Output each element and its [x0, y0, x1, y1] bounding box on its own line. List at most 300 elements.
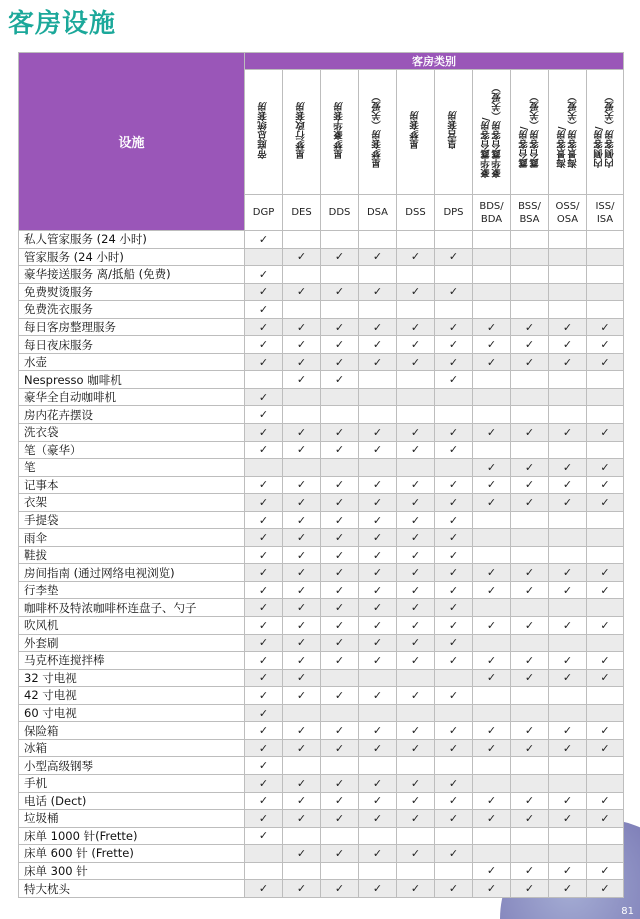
- check-mark-cell: ✓: [283, 529, 321, 547]
- check-mark-cell: ✓: [549, 353, 587, 371]
- check-mark-cell: ✓: [283, 371, 321, 389]
- empty-cell: [587, 388, 624, 406]
- check-mark-cell: ✓: [397, 722, 435, 740]
- check-mark-cell: ✓: [245, 511, 283, 529]
- empty-cell: [473, 757, 511, 775]
- check-mark-cell: ✓: [245, 406, 283, 424]
- check-mark-cell: ✓: [245, 669, 283, 687]
- empty-cell: [511, 371, 549, 389]
- facility-label: 保险箱: [19, 722, 245, 740]
- check-mark-cell: ✓: [511, 424, 549, 442]
- check-mark-cell: ✓: [435, 546, 473, 564]
- check-mark-cell: ✓: [587, 792, 624, 810]
- check-mark-cell: ✓: [245, 318, 283, 336]
- empty-cell: [549, 599, 587, 617]
- empty-cell: [511, 231, 549, 249]
- facility-label: 笔（豪华）: [19, 441, 245, 459]
- check-mark-cell: ✓: [587, 564, 624, 582]
- check-mark-cell: ✓: [283, 318, 321, 336]
- table-row: [19, 652, 624, 670]
- table-row: [19, 459, 624, 477]
- empty-cell: [511, 546, 549, 564]
- empty-cell: [549, 845, 587, 863]
- facility-label: 手提袋: [19, 511, 245, 529]
- check-mark-cell: ✓: [321, 880, 359, 898]
- check-mark-cell: ✓: [473, 722, 511, 740]
- empty-cell: [587, 827, 624, 845]
- facility-label: 32 寸电视: [19, 669, 245, 687]
- check-mark-cell: ✓: [245, 617, 283, 635]
- check-mark-cell: ✓: [245, 424, 283, 442]
- check-mark-cell: ✓: [321, 652, 359, 670]
- check-mark-cell: ✓: [397, 845, 435, 863]
- check-mark-cell: ✓: [549, 617, 587, 635]
- check-mark-cell: ✓: [397, 634, 435, 652]
- empty-cell: [549, 301, 587, 319]
- table-row: [19, 845, 624, 863]
- facility-label: 床单 300 针: [19, 862, 245, 880]
- empty-cell: [549, 546, 587, 564]
- check-mark-cell: ✓: [397, 248, 435, 266]
- check-mark-cell: ✓: [359, 652, 397, 670]
- room-type-name-cell: [321, 70, 359, 195]
- empty-cell: [511, 687, 549, 705]
- check-mark-cell: ✓: [359, 564, 397, 582]
- room-type-name: 皇宫套房: [448, 111, 459, 149]
- check-mark-cell: ✓: [321, 248, 359, 266]
- check-mark-cell: ✓: [245, 792, 283, 810]
- check-mark-cell: ✓: [473, 669, 511, 687]
- check-mark-cell: ✓: [587, 353, 624, 371]
- empty-cell: [511, 441, 549, 459]
- empty-cell: [587, 529, 624, 547]
- empty-cell: [473, 406, 511, 424]
- check-mark-cell: ✓: [473, 318, 511, 336]
- check-mark-cell: ✓: [359, 476, 397, 494]
- room-type-name-cell: [359, 70, 397, 195]
- empty-cell: [321, 231, 359, 249]
- room-type-name: 海景客房/ 海景客房（关爱）: [556, 92, 579, 168]
- check-mark-cell: ✓: [321, 599, 359, 617]
- check-mark-cell: ✓: [245, 599, 283, 617]
- check-mark-cell: ✓: [359, 336, 397, 354]
- empty-cell: [397, 266, 435, 284]
- room-type-name: 内侧客房/ 内侧客房（关爱）: [594, 92, 616, 168]
- table-row: [19, 827, 624, 845]
- empty-cell: [511, 248, 549, 266]
- check-mark-cell: ✓: [473, 617, 511, 635]
- check-mark-cell: ✓: [359, 739, 397, 757]
- check-mark-cell: ✓: [245, 494, 283, 512]
- check-mark-cell: ✓: [283, 511, 321, 529]
- check-mark-cell: ✓: [511, 652, 549, 670]
- table-row: [19, 669, 624, 687]
- check-mark-cell: ✓: [549, 722, 587, 740]
- check-mark-cell: ✓: [549, 459, 587, 477]
- check-mark-cell: ✓: [473, 353, 511, 371]
- facility-label: 私人管家服务 (24 小时): [19, 231, 245, 249]
- check-mark-cell: ✓: [245, 283, 283, 301]
- check-mark-cell: ✓: [321, 617, 359, 635]
- check-mark-cell: ✓: [283, 441, 321, 459]
- empty-cell: [549, 388, 587, 406]
- page-title: 客房设施: [8, 9, 117, 39]
- check-mark-cell: ✓: [245, 880, 283, 898]
- check-mark-cell: ✓: [397, 581, 435, 599]
- table-row: [19, 687, 624, 705]
- check-mark-cell: ✓: [397, 617, 435, 635]
- facility-label: 垃圾桶: [19, 810, 245, 828]
- check-mark-cell: ✓: [435, 810, 473, 828]
- empty-cell: [397, 231, 435, 249]
- room-type-name: 星梦行政套房: [296, 101, 307, 159]
- facility-label: 每日夜床服务: [19, 336, 245, 354]
- check-mark-cell: ✓: [283, 652, 321, 670]
- check-mark-cell: ✓: [435, 599, 473, 617]
- empty-cell: [397, 862, 435, 880]
- facility-label: 记事本: [19, 476, 245, 494]
- check-mark-cell: ✓: [321, 810, 359, 828]
- room-type-name: 星梦豪华套房: [334, 101, 345, 159]
- empty-cell: [549, 248, 587, 266]
- check-mark-cell: ✓: [359, 845, 397, 863]
- check-mark-cell: ✓: [473, 739, 511, 757]
- check-mark-cell: ✓: [397, 318, 435, 336]
- room-type-name-cell: [549, 70, 587, 195]
- empty-cell: [435, 231, 473, 249]
- check-mark-cell: ✓: [511, 336, 549, 354]
- empty-cell: [397, 669, 435, 687]
- check-mark-cell: ✓: [473, 862, 511, 880]
- empty-cell: [435, 862, 473, 880]
- check-mark-cell: ✓: [511, 494, 549, 512]
- check-mark-cell: ✓: [435, 353, 473, 371]
- check-mark-cell: ✓: [283, 810, 321, 828]
- empty-cell: [511, 283, 549, 301]
- check-mark-cell: ✓: [283, 424, 321, 442]
- check-mark-cell: ✓: [283, 336, 321, 354]
- check-mark-cell: ✓: [587, 424, 624, 442]
- check-mark-cell: ✓: [473, 792, 511, 810]
- check-mark-cell: ✓: [435, 634, 473, 652]
- check-mark-cell: ✓: [473, 564, 511, 582]
- check-mark-cell: ✓: [245, 757, 283, 775]
- empty-cell: [587, 406, 624, 424]
- check-mark-cell: ✓: [549, 581, 587, 599]
- check-mark-cell: ✓: [321, 511, 359, 529]
- check-mark-cell: ✓: [397, 494, 435, 512]
- check-mark-cell: ✓: [359, 634, 397, 652]
- check-mark-cell: ✓: [435, 581, 473, 599]
- empty-cell: [321, 669, 359, 687]
- check-mark-cell: ✓: [283, 283, 321, 301]
- empty-cell: [359, 459, 397, 477]
- check-mark-cell: ✓: [283, 617, 321, 635]
- empty-cell: [473, 511, 511, 529]
- check-mark-cell: ✓: [549, 810, 587, 828]
- empty-cell: [549, 441, 587, 459]
- check-mark-cell: ✓: [283, 599, 321, 617]
- check-mark-cell: ✓: [321, 634, 359, 652]
- check-mark-cell: ✓: [473, 581, 511, 599]
- table-row: [19, 353, 624, 371]
- empty-cell: [359, 388, 397, 406]
- check-mark-cell: ✓: [283, 634, 321, 652]
- check-mark-cell: ✓: [397, 652, 435, 670]
- empty-cell: [549, 634, 587, 652]
- table-row: [19, 476, 624, 494]
- room-type-code: BDS/ BDA: [473, 195, 511, 231]
- check-mark-cell: ✓: [549, 652, 587, 670]
- check-mark-cell: ✓: [511, 792, 549, 810]
- empty-cell: [473, 827, 511, 845]
- table-row: [19, 318, 624, 336]
- check-mark-cell: ✓: [283, 494, 321, 512]
- check-mark-cell: ✓: [435, 617, 473, 635]
- check-mark-cell: ✓: [587, 880, 624, 898]
- facility-header: 设施: [19, 53, 245, 231]
- check-mark-cell: ✓: [511, 810, 549, 828]
- check-mark-cell: ✓: [397, 546, 435, 564]
- check-mark-cell: ✓: [511, 459, 549, 477]
- facility-label: 免费洗衣服务: [19, 301, 245, 319]
- check-mark-cell: ✓: [397, 599, 435, 617]
- check-mark-cell: ✓: [283, 353, 321, 371]
- check-mark-cell: ✓: [321, 283, 359, 301]
- check-mark-cell: ✓: [587, 669, 624, 687]
- table-row: [19, 424, 624, 442]
- check-mark-cell: ✓: [245, 388, 283, 406]
- check-mark-cell: ✓: [549, 880, 587, 898]
- check-mark-cell: ✓: [321, 687, 359, 705]
- check-mark-cell: ✓: [587, 617, 624, 635]
- table-row: [19, 371, 624, 389]
- empty-cell: [435, 704, 473, 722]
- check-mark-cell: ✓: [245, 231, 283, 249]
- table-row: [19, 564, 624, 582]
- table-row: [19, 704, 624, 722]
- table-row: [19, 336, 624, 354]
- empty-cell: [321, 827, 359, 845]
- check-mark-cell: ✓: [245, 353, 283, 371]
- check-mark-cell: ✓: [397, 564, 435, 582]
- empty-cell: [473, 388, 511, 406]
- check-mark-cell: ✓: [473, 476, 511, 494]
- empty-cell: [587, 301, 624, 319]
- room-type-name-cell: [473, 70, 511, 195]
- empty-cell: [549, 757, 587, 775]
- empty-cell: [397, 459, 435, 477]
- facilities-table-body: [19, 231, 624, 898]
- check-mark-cell: ✓: [359, 546, 397, 564]
- empty-cell: [473, 546, 511, 564]
- check-mark-cell: ✓: [435, 529, 473, 547]
- facility-label: 吹风机: [19, 617, 245, 635]
- facility-label: 特大枕头: [19, 880, 245, 898]
- empty-cell: [511, 529, 549, 547]
- empty-cell: [397, 704, 435, 722]
- empty-cell: [587, 757, 624, 775]
- empty-cell: [321, 301, 359, 319]
- empty-cell: [549, 687, 587, 705]
- check-mark-cell: ✓: [397, 529, 435, 547]
- empty-cell: [587, 371, 624, 389]
- check-mark-cell: ✓: [473, 494, 511, 512]
- table-row: [19, 283, 624, 301]
- empty-cell: [511, 388, 549, 406]
- check-mark-cell: ✓: [473, 810, 511, 828]
- facility-label: 衣架: [19, 494, 245, 512]
- facility-label: 小型高级钢琴: [19, 757, 245, 775]
- check-mark-cell: ✓: [321, 564, 359, 582]
- check-mark-cell: ✓: [473, 424, 511, 442]
- check-mark-cell: ✓: [549, 424, 587, 442]
- check-mark-cell: ✓: [321, 476, 359, 494]
- check-mark-cell: ✓: [397, 353, 435, 371]
- facility-label: 手机: [19, 774, 245, 792]
- check-mark-cell: ✓: [549, 336, 587, 354]
- empty-cell: [359, 371, 397, 389]
- check-mark-cell: ✓: [283, 722, 321, 740]
- check-mark-cell: ✓: [321, 371, 359, 389]
- check-mark-cell: ✓: [435, 371, 473, 389]
- check-mark-cell: ✓: [359, 581, 397, 599]
- empty-cell: [283, 757, 321, 775]
- check-mark-cell: ✓: [587, 336, 624, 354]
- check-mark-cell: ✓: [359, 599, 397, 617]
- empty-cell: [473, 529, 511, 547]
- empty-cell: [587, 231, 624, 249]
- empty-cell: [587, 845, 624, 863]
- empty-cell: [321, 266, 359, 284]
- table-row: [19, 739, 624, 757]
- empty-cell: [549, 827, 587, 845]
- check-mark-cell: ✓: [283, 845, 321, 863]
- check-mark-cell: ✓: [245, 687, 283, 705]
- room-type-code: BSS/ BSA: [511, 195, 549, 231]
- empty-cell: [321, 862, 359, 880]
- check-mark-cell: ✓: [245, 810, 283, 828]
- empty-cell: [549, 266, 587, 284]
- facility-label: 马克杯连搅拌棒: [19, 652, 245, 670]
- table-row: [19, 406, 624, 424]
- facility-label: 42 寸电视: [19, 687, 245, 705]
- empty-cell: [359, 704, 397, 722]
- table-row: [19, 722, 624, 740]
- check-mark-cell: ✓: [549, 792, 587, 810]
- facility-label: 管家服务 (24 小时): [19, 248, 245, 266]
- check-mark-cell: ✓: [321, 318, 359, 336]
- check-mark-cell: ✓: [435, 248, 473, 266]
- facility-label: 房间指南 (通过网络电视浏览): [19, 564, 245, 582]
- check-mark-cell: ✓: [283, 248, 321, 266]
- empty-cell: [321, 388, 359, 406]
- check-mark-cell: ✓: [435, 336, 473, 354]
- check-mark-cell: ✓: [549, 318, 587, 336]
- check-mark-cell: ✓: [245, 652, 283, 670]
- check-mark-cell: ✓: [511, 739, 549, 757]
- facility-label: 咖啡杯及特浓咖啡杯连盘子、勺子: [19, 599, 245, 617]
- room-type-name-cell: [435, 70, 473, 195]
- table-row: [19, 617, 624, 635]
- empty-cell: [473, 845, 511, 863]
- empty-cell: [587, 248, 624, 266]
- empty-cell: [587, 546, 624, 564]
- table-row: [19, 248, 624, 266]
- facility-label: 每日客房整理服务: [19, 318, 245, 336]
- check-mark-cell: ✓: [245, 739, 283, 757]
- check-mark-cell: ✓: [397, 476, 435, 494]
- empty-cell: [245, 845, 283, 863]
- check-mark-cell: ✓: [435, 283, 473, 301]
- check-mark-cell: ✓: [359, 494, 397, 512]
- check-mark-cell: ✓: [435, 424, 473, 442]
- check-mark-cell: ✓: [321, 353, 359, 371]
- empty-cell: [511, 599, 549, 617]
- empty-cell: [587, 511, 624, 529]
- check-mark-cell: ✓: [511, 617, 549, 635]
- check-mark-cell: ✓: [435, 845, 473, 863]
- check-mark-cell: ✓: [397, 792, 435, 810]
- room-type-name-cell: [511, 70, 549, 195]
- check-mark-cell: ✓: [283, 546, 321, 564]
- check-mark-cell: ✓: [435, 441, 473, 459]
- room-type-code: DDS: [321, 195, 359, 231]
- check-mark-cell: ✓: [397, 441, 435, 459]
- check-mark-cell: ✓: [473, 880, 511, 898]
- check-mark-cell: ✓: [359, 511, 397, 529]
- empty-cell: [359, 669, 397, 687]
- check-mark-cell: ✓: [359, 353, 397, 371]
- check-mark-cell: ✓: [359, 687, 397, 705]
- check-mark-cell: ✓: [473, 459, 511, 477]
- check-mark-cell: ✓: [245, 704, 283, 722]
- check-mark-cell: ✓: [321, 424, 359, 442]
- empty-cell: [321, 406, 359, 424]
- check-mark-cell: ✓: [321, 441, 359, 459]
- check-mark-cell: ✓: [283, 687, 321, 705]
- empty-cell: [359, 862, 397, 880]
- facility-label: 冰箱: [19, 739, 245, 757]
- empty-cell: [473, 283, 511, 301]
- check-mark-cell: ✓: [397, 283, 435, 301]
- check-mark-cell: ✓: [245, 827, 283, 845]
- room-type-code: DSS: [397, 195, 435, 231]
- empty-cell: [549, 774, 587, 792]
- check-mark-cell: ✓: [245, 476, 283, 494]
- empty-cell: [359, 266, 397, 284]
- check-mark-cell: ✓: [587, 722, 624, 740]
- table-row: [19, 810, 624, 828]
- facility-label: 床单 1000 针(Frette): [19, 827, 245, 845]
- check-mark-cell: ✓: [435, 318, 473, 336]
- check-mark-cell: ✓: [587, 318, 624, 336]
- room-type-code: DES: [283, 195, 321, 231]
- check-mark-cell: ✓: [511, 476, 549, 494]
- empty-cell: [397, 371, 435, 389]
- check-mark-cell: ✓: [245, 774, 283, 792]
- facility-label: 60 寸电视: [19, 704, 245, 722]
- check-mark-cell: ✓: [283, 476, 321, 494]
- empty-cell: [511, 301, 549, 319]
- check-mark-cell: ✓: [549, 862, 587, 880]
- empty-cell: [321, 704, 359, 722]
- empty-cell: [587, 704, 624, 722]
- facility-label: 房内花卉摆设: [19, 406, 245, 424]
- check-mark-cell: ✓: [511, 880, 549, 898]
- empty-cell: [473, 634, 511, 652]
- check-mark-cell: ✓: [359, 792, 397, 810]
